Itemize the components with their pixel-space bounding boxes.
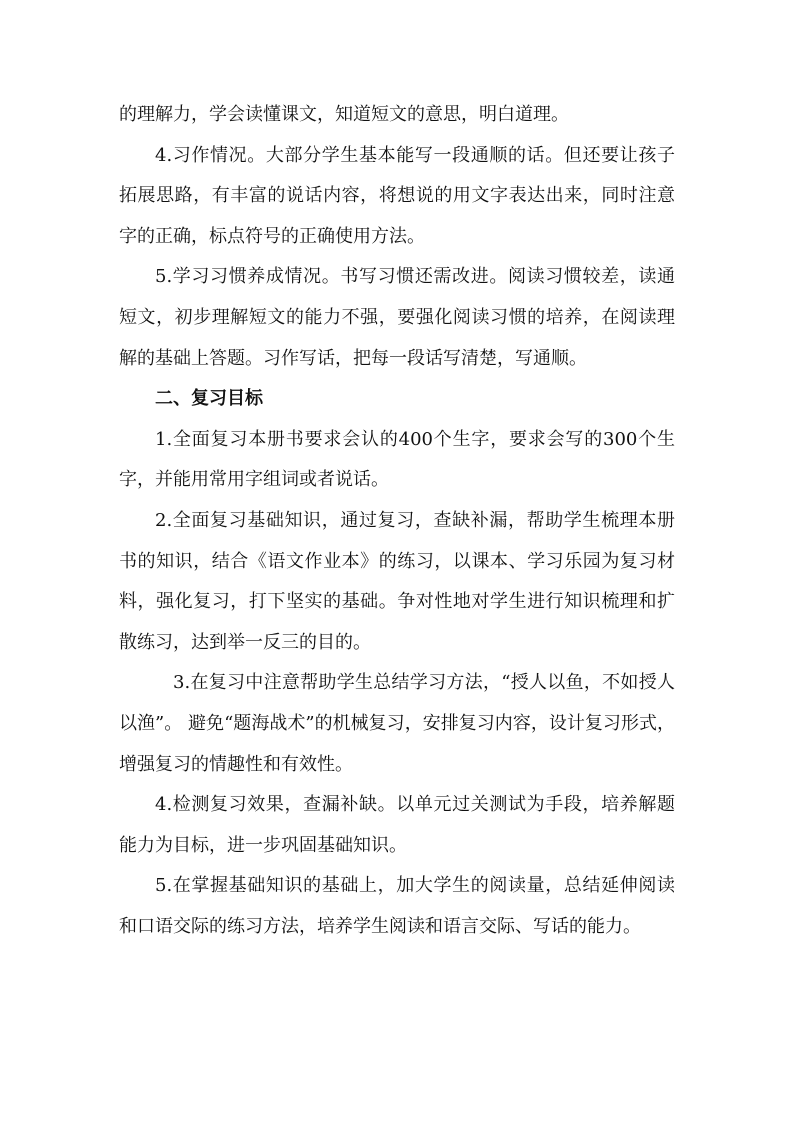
paragraph-study-habits: 5.学习习惯养成情况。书写习惯还需改进。阅读习惯较差，读通短文，初步理解短文的能力不强，要强化阅读习惯的培养，在阅读理解的基础上答题。习作写话，把每一段话写清楚，写通顺。	[119, 266, 675, 369]
paragraph-goal-2: 2.全面复习基础知识，通过复习，查缺补漏，帮助学生梳理本册书的知识，结合《语文作业本》的练习，以课本、学习乐园为复习材料，强化复习，打下坚实的基础。争对性地对学生进行知识梳理和扩散练习，达到举一反三的目的。	[119, 509, 675, 653]
paragraph-goal-5: 5.在掌握基础知识的基础上，加大学生的阅读量，总结延伸阅读和口语交际的练习方法，培养学生阅读和语言交际、写话的能力。	[119, 875, 675, 937]
paragraph-goal-1: 1.全面复习本册书要求会认的400个生字，要求会写的300个生字，并能用常用字组词或者说话。	[119, 428, 675, 491]
paragraph-goal-4: 4.检测复习效果，查漏补缺。以单元过关测试为手段，培养解题能力为目标，进一步巩固基础知识。	[119, 794, 675, 856]
document-body	[119, 95, 675, 947]
paragraph-goal-3: 3.在复习中注意帮助学生总结学习方法，“授人以鱼，不如授人以渔”。 避免“题海战术”的机械复习，安排复习内容，设计复习形式，增强复习的情趣性和有效性。	[119, 672, 675, 775]
paragraph-continuation: 的理解力，学会读懂课文，知道短文的意思，明白道理。	[119, 104, 569, 125]
paragraph-writing-status: 4.习作情况。大部分学生基本能写一段通顺的话。但还要让孩子拓展思路，有丰富的说话内容，将想说的用文字表达出来，同时注意字的正确，标点符号的正确使用方法。	[119, 144, 675, 247]
section-heading-review-goals: 二、复习目标	[155, 388, 263, 410]
